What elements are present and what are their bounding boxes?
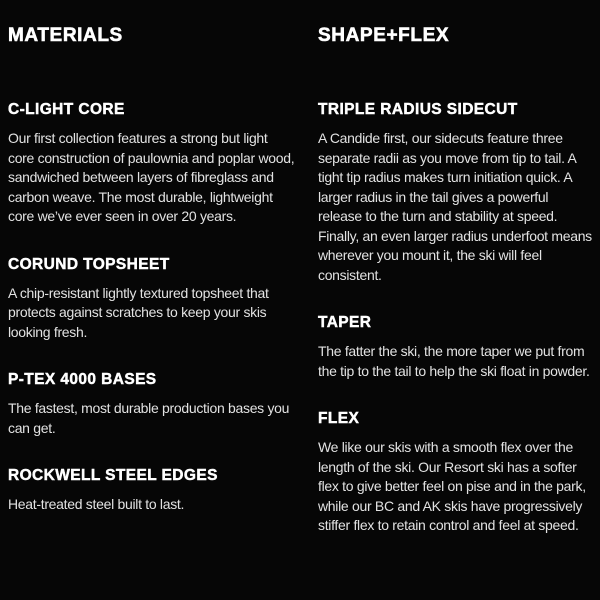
spec-section-triple-radius-sidecut — [318, 100, 592, 285]
section-heading-corund-topsheet: CORUND TOPSHEET — [8, 255, 170, 273]
spec-section-corund-topsheet — [8, 255, 296, 343]
section-heading-triple-radius-sidecut: TRIPLE RADIUS SIDECUT — [318, 101, 518, 118]
section-body-taper: The fatter the ski, the more taper we put from the tip to the tail to help the ski float in powder. — [318, 343, 590, 379]
spec-section-ptex-bases — [8, 370, 296, 438]
spec-section-flex — [318, 409, 592, 536]
section-body-c-light-core: Our first collection features a strong but light core construction of paulownia and poplar wood, sandwiched between layers of fibreglass and carbon weave. The most durable, lightweight core we’ve ever seen in over 20 years. — [8, 130, 295, 224]
spec-section-rockwell-edges — [8, 466, 296, 515]
section-heading-ptex-bases: P-TEX 4000 BASES — [8, 371, 157, 388]
materials-column-title: MATERIALS — [8, 25, 123, 46]
shape-flex-column — [318, 24, 592, 600]
section-heading-c-light-core: C-LIGHT CORE — [8, 101, 125, 118]
section-body-rockwell-edges: Heat-treated steel built to last. — [8, 496, 185, 512]
materials-column — [8, 24, 296, 600]
section-body-corund-topsheet: A chip-resistant lightly textured topsheet that protects against scratches to keep your skis looking fresh. — [8, 284, 269, 340]
section-heading-rockwell-edges: ROCKWELL STEEL EDGES — [8, 467, 218, 484]
section-body-triple-radius-sidecut: A Candide first, our sidecuts feature three separate radii as you move from tip to tail. A tight tip radius makes turn initiation quick. A larger radius in the tail gives a powerful release to the turn and stability at speed. Finally, an even larger radius underfoot means wherever you mount it, the ski will feel consistent. — [318, 130, 592, 283]
spec-section-c-light-core — [8, 100, 296, 227]
spec-section-taper — [318, 313, 592, 381]
section-heading-taper: TAPER — [318, 314, 372, 331]
section-body-ptex-bases: The fastest, most durable production bases you can get. — [8, 400, 290, 436]
section-heading-flex: FLEX — [318, 410, 360, 427]
shape-flex-column-title: SHAPE+FLEX — [318, 25, 450, 46]
section-body-flex: We like our skis with a smooth flex over the length of the ski. Our Resort ski has a softer flex to give better feel on pise and in the park, while our BC and AK skis have progressively stiffer flex to retain control and feel at speed. — [318, 439, 586, 533]
